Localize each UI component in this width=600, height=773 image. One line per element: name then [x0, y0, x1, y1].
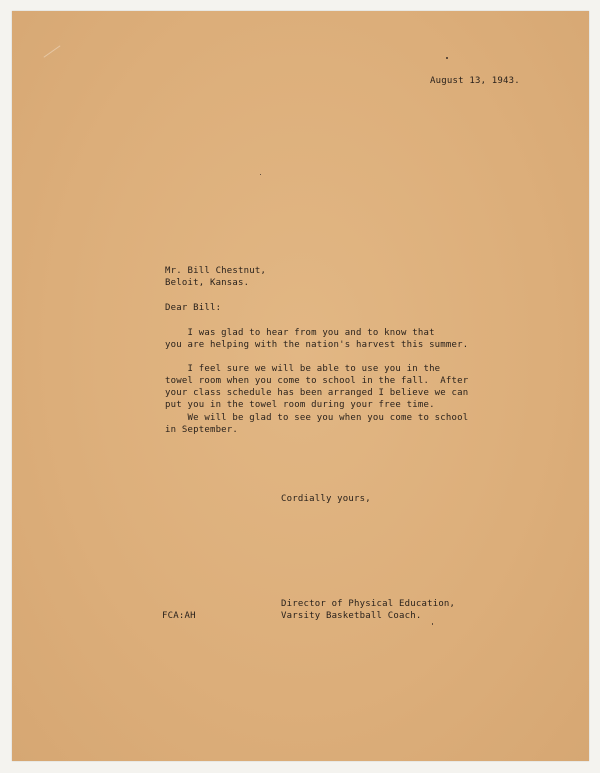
body-paragraph-2: [165, 363, 505, 411]
letter-date: August 13, 1943.: [430, 76, 520, 86]
paragraph-line: in September.: [165, 425, 239, 435]
body-paragraph-1: [165, 327, 505, 351]
salutation: Dear Bill:: [165, 303, 222, 313]
signature-title-1: Director of Physical Education,: [281, 599, 456, 609]
ink-speck: [446, 57, 448, 59]
paragraph-line: your class schedule has been arranged I believe we can: [165, 388, 469, 398]
paragraph-line: I feel sure we will be able to use you in the: [165, 364, 441, 374]
paper-crease: [44, 45, 61, 57]
paragraph-line: you are helping with the nation's harvest this summer.: [165, 340, 469, 350]
paragraph-line: We will be glad to see you when you come to school: [165, 413, 469, 423]
ink-speck: [432, 623, 433, 625]
ink-speck: [260, 174, 261, 175]
recipient-name: Mr. Bill Chestnut,: [165, 266, 267, 276]
paragraph-line: towel room when you come to school in the fall. After: [165, 376, 469, 386]
paragraph-line: put you in the towel room during your free time.: [165, 400, 435, 410]
reference-initials: FCA:AH: [162, 611, 196, 621]
closing: Cordially yours,: [281, 494, 371, 504]
body-paragraph-3: [165, 412, 505, 436]
paragraph-line: I was glad to hear from you and to know that: [165, 328, 435, 338]
letter-page: [12, 11, 589, 761]
recipient-city: Beloit, Kansas.: [165, 278, 250, 288]
signature-title-2: Varsity Basketball Coach.: [281, 611, 422, 621]
